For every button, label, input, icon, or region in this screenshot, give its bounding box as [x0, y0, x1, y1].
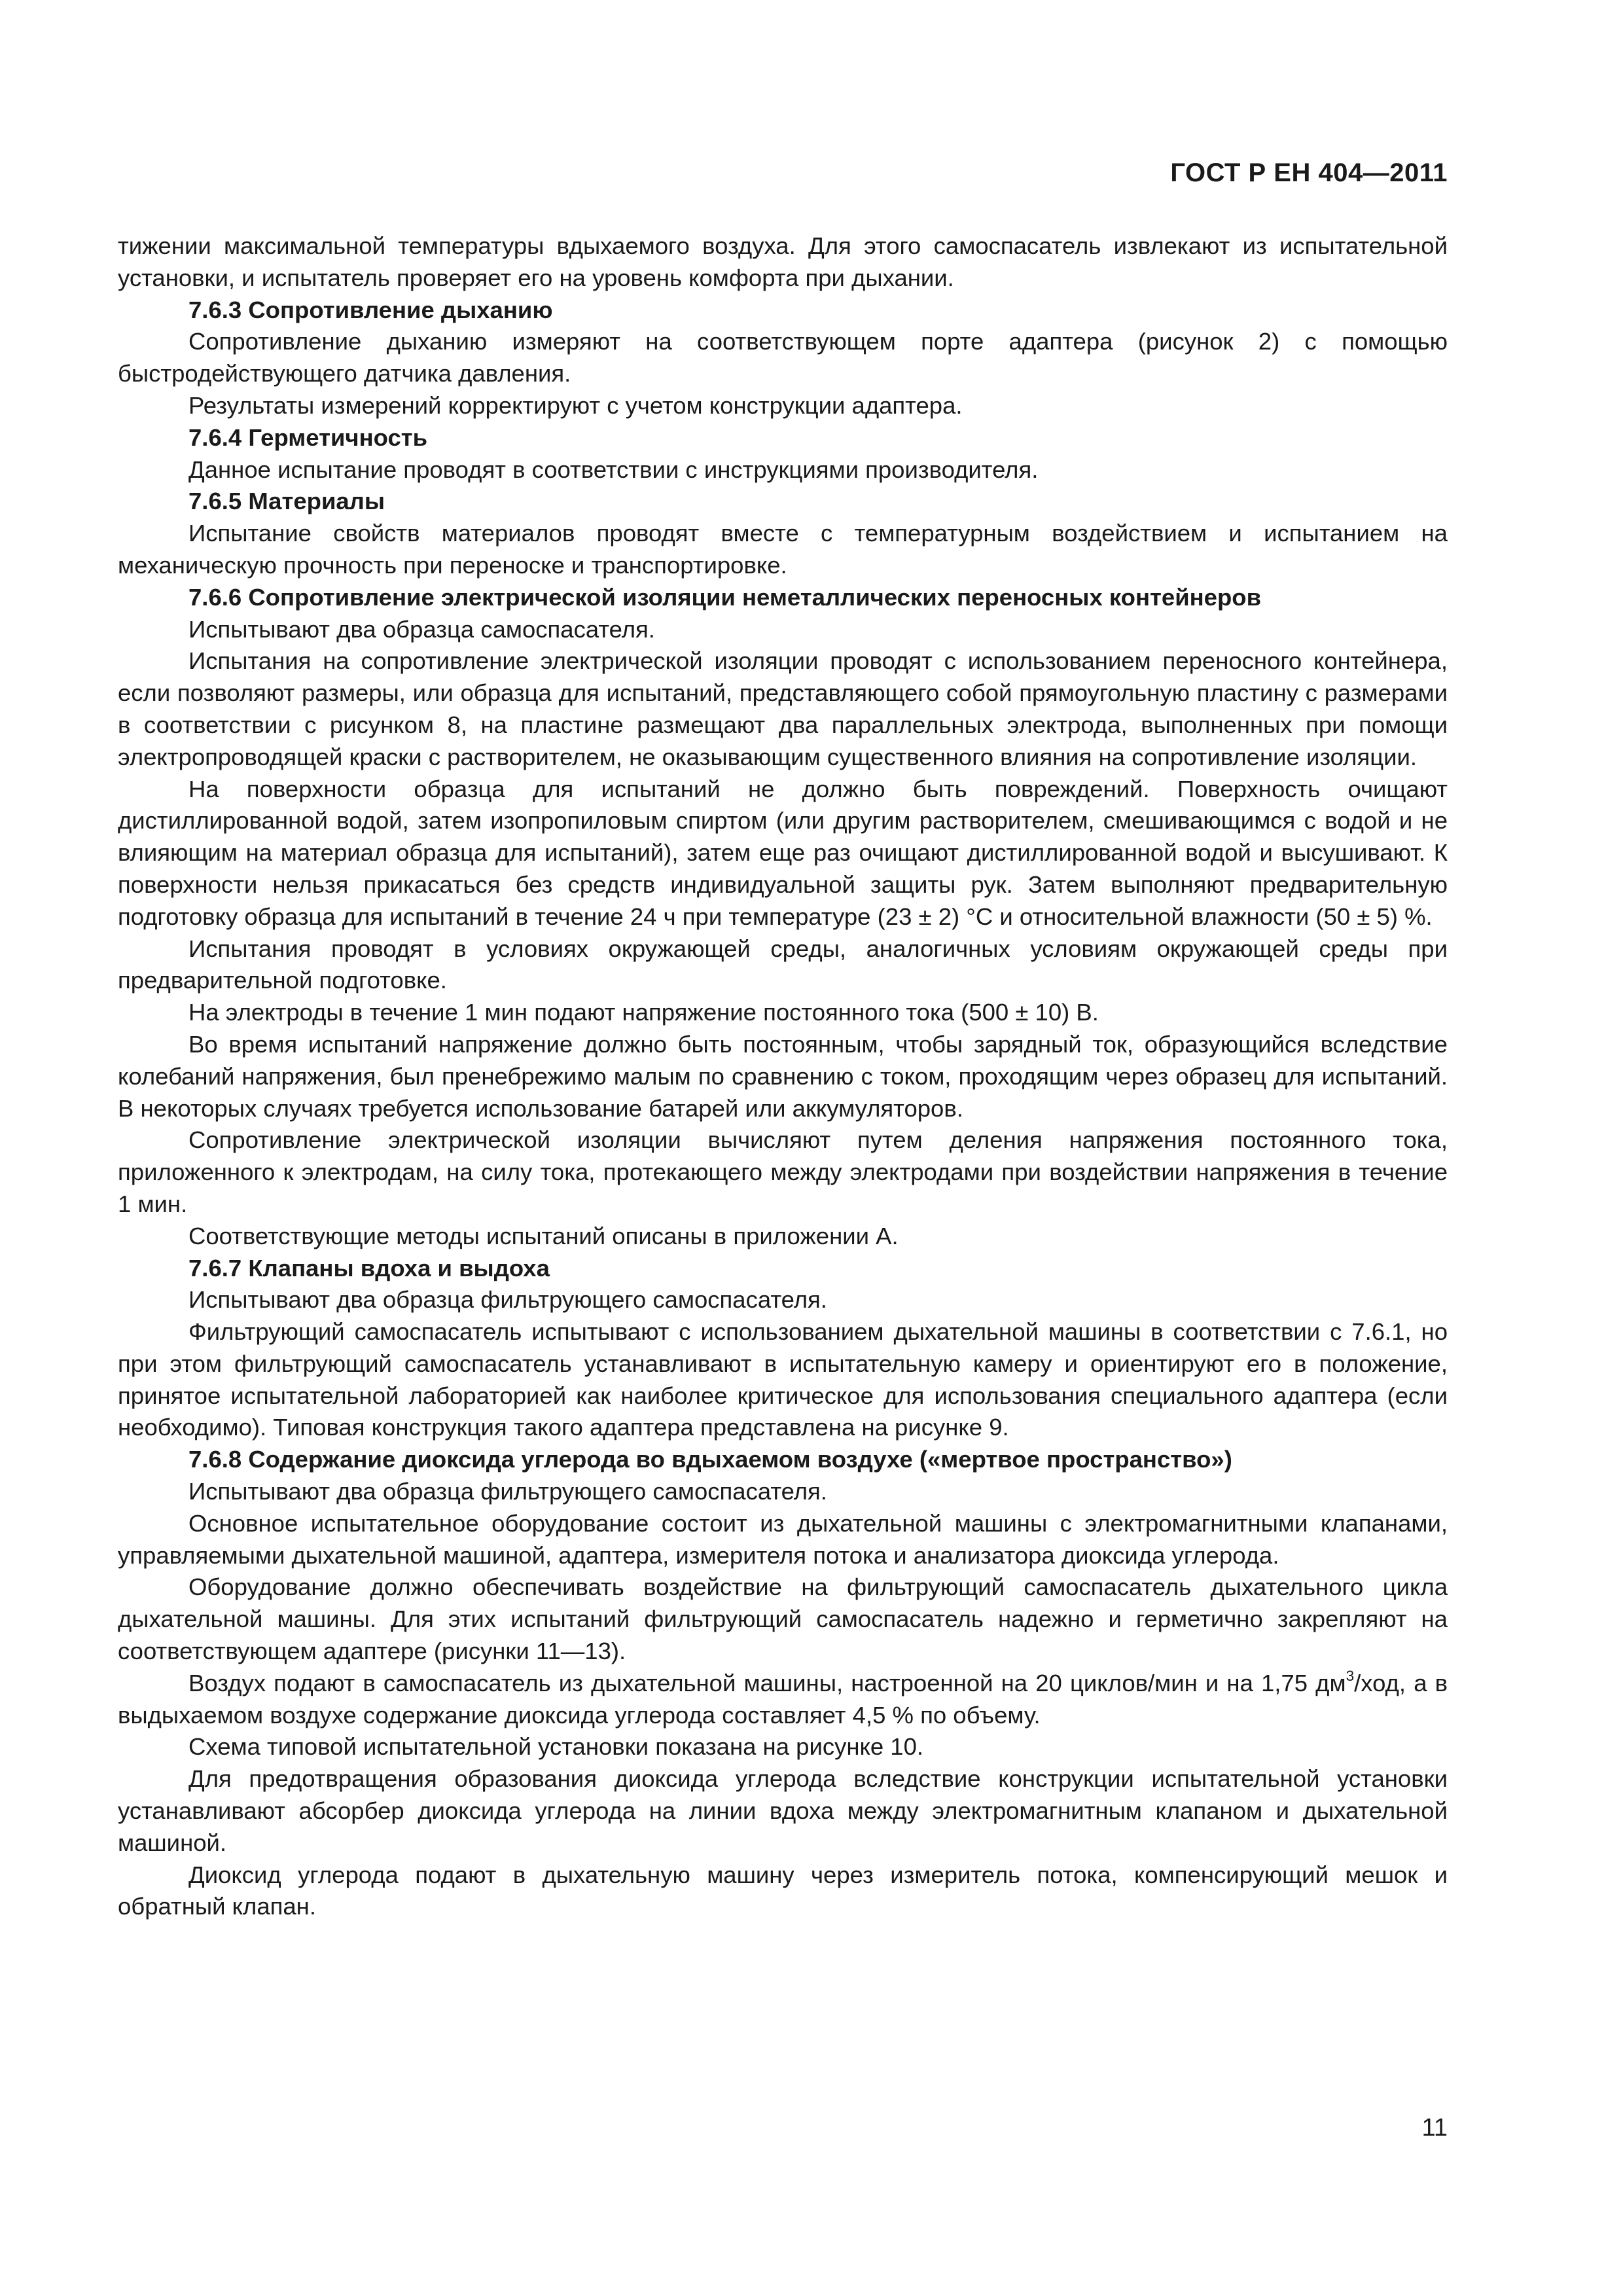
paragraph: Испытывают два образца самоспасателя. [188, 615, 655, 643]
paragraph: Фильтрующий самоспасатель испытывают с использованием дыхательной машины в соответствии с 7.6.1, но при этом фильтрующий самоспасатель устанавливают в испытательную камеру и ориентируют его в положение, принятое испытательной лабораторией как наиболее критическое для использования специального адаптера (если необходимо). Типовая конструкция такого адаптера представлена на рисунке 9. [118, 1318, 1448, 1441]
paragraph: Испытание свойств материалов проводят вместе с температурным воздействием и испытанием на механическую прочность при переноске и транспортировке. [118, 520, 1448, 579]
page-number: 11 [1421, 2114, 1448, 2142]
paragraph: На поверхности образца для испытаний не должно быть повреждений. Поверхность очищают дистиллированной водой, затем изопропиловым спиртом (или другим растворителем, смешивающимся с водой и не влияющим на материал образца для испытаний), затем еще раз очищают дистиллированной водой и высушивают. К поверхности нельзя прикасаться без средств индивидуальной защиты рук. Затем выполняют предварительную подготовку образца для испытаний в течение 24 ч при температуре (23 ± 2) °С и относительной влажности (50 ± 5) %. [118, 775, 1448, 930]
paragraph: Диоксид углерода подают в дыхательную машину через измеритель потока, компенсирующий мешок и обратный клапан. [118, 1861, 1448, 1920]
section-heading: 7.6.8 Содержание диоксида углерода во вдыхаемом воздухе («мертвое пространство») [188, 1446, 1232, 1473]
paragraph: Сопротивление электрической изоляции вычисляют путем деления напряжения постоянного тока, приложенного к электродам, на силу тока, протекающего между электродами при воздействии напряжения в течение 1 мин. [118, 1126, 1448, 1217]
paragraph: тижении максимальной температуры вдыхаемого воздуха. Для этого самоспасатель извлекают из испытательной установки, и испытатель проверяет его на уровень комфорта при дыхании. [118, 232, 1448, 291]
section-heading: 7.6.5 Материалы [188, 488, 385, 515]
paragraph: Испытывают два образца фильтрующего самоспасателя. [188, 1286, 827, 1314]
superscript: 3 [1346, 1668, 1355, 1685]
paragraph: Соответствующие методы испытаний описаны в приложении А. [188, 1222, 899, 1249]
document-body [118, 230, 1448, 1923]
paragraph: Испытывают два образца фильтрующего самоспасателя. [188, 1478, 827, 1505]
paragraph: Испытания проводят в условиях окружающей среды, аналогичных условиям окружающей среды при предварительной подготовке. [118, 935, 1448, 994]
section-heading: 7.6.7 Клапаны вдоха и выдоха [188, 1254, 550, 1282]
section-heading: 7.6.3 Сопротивление дыханию [188, 296, 553, 323]
paragraph: Оборудование должно обеспечивать воздействие на фильтрующий самоспасатель дыхательного цикла дыхательной машины. Для этих испытаний фильтрующий самоспасатель надежно и герметично закрепляют на соответствующем адаптере (рисунки 11—13). [118, 1573, 1448, 1665]
paragraph: Для предотвращения образования диоксида углерода вследствие конструкции испытательной установки устанавливают абсорбер диоксида углерода на линии вдоха между электромагнитным клапаном и дыхательной машиной. [118, 1765, 1448, 1856]
paragraph: Сопротивление дыханию измеряют на соответствующем порте адаптера (рисунок 2) с помощью быстродействующего датчика давления. [118, 328, 1448, 387]
paragraph: Во время испытаний напряжение должно быть постоянным, чтобы зарядный ток, образующийся вследствие колебаний напряжения, был пренебрежимо малым по сравнению с током, проходящим через образец для испытаний. В некоторых случаях требуется использование батарей или аккумуляторов. [118, 1030, 1448, 1122]
section-heading: 7.6.6 Сопротивление электрической изоляции неметаллических переносных контейнеров [188, 583, 1262, 611]
paragraph: На электроды в течение 1 мин подают напряжение постоянного тока (500 ± 10) В. [188, 999, 1099, 1026]
paragraph: Данное испытание проводят в соответствии с инструкциями производителя. [188, 456, 1039, 483]
paragraph [118, 1668, 1448, 1732]
document-header: ГОСТ Р ЕН 404—2011 [1170, 158, 1448, 187]
paragraph-text: Воздух подают в самоспасатель из дыхательной машины, настроенной на 20 циклов/мин и на 1,75 дм [188, 1669, 1346, 1696]
paragraph: Испытания на сопротивление электрической изоляции проводят с использованием переносного контейнера, если позволяют размеры, или образца для испытаний, представляющего собой прямоугольную пластину с размерами в соответствии с рисунком 8, на пластине размещают два параллельных электрода, выполненных при помощи электропроводящей краски с растворителем, не оказывающим существенного влияния на сопротивление изоляции. [118, 647, 1448, 770]
paragraph: Результаты измерений корректируют с учетом конструкции адаптера. [188, 391, 963, 419]
section-heading: 7.6.4 Герметичность [188, 423, 428, 451]
paragraph: Основное испытательное оборудование состоит из дыхательной машины с электромагнитными клапанами, управляемыми дыхательной машиной, адаптера, измерителя потока и анализатора диоксида углерода. [118, 1509, 1448, 1569]
paragraph: Схема типовой испытательной установки показана на рисунке 10. [188, 1733, 924, 1761]
paragraph-text: /ход, а в выдыхаемом воздухе содержание диоксида углерода составляет 4,5 % по объему. [118, 1669, 1448, 1729]
